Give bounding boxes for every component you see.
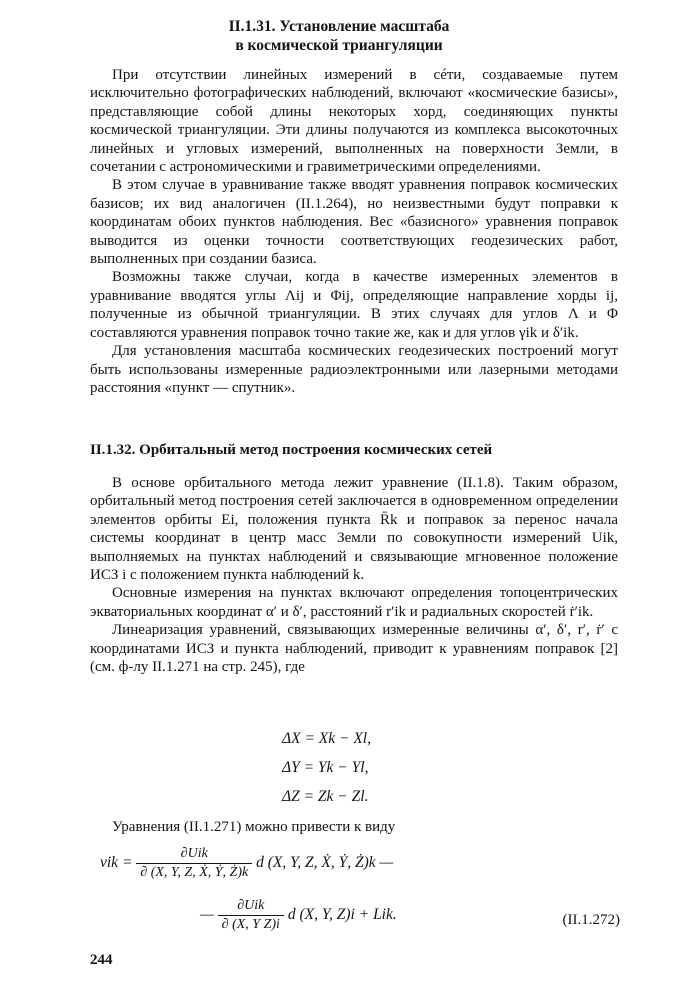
page-number: 244 [90,952,113,968]
formula-term: d (X, Y, Z)i + Lik. [287,906,397,924]
fraction [218,898,284,933]
fraction-numerator: ∂Uik [218,898,284,916]
section-title-line2: в космической триангуляции [235,37,443,54]
equation-number: (II.1.272) [562,912,620,928]
paragraph: В этом случае в уравнивание также вводят уравнения поправок космических базисов; их вид аналогичен (II.1.264), но неизвестными будут поправки к координатам обоих пунктов наблюдения. Вес «базисного» уравнения поправок выводится из оценки точности соответствующих геодезических работ, выполненных при создании базиса. [90,177,618,268]
paragraph: В основе орбитального метода лежит уравнение (II.1.8). Таким образом, орбитальный метод построения сетей заключается в одновременном определении элементов орбиты Ei, положения пункта R̄k и поправок за перенос начала системы координат в центр масс Земли по совокупности измерений Uik, выполняемых на пунктах наблюдений и связывающие мгновенное положение ИСЗ i с положением пункта наблюдений k. [90,475,618,584]
fraction-denominator: ∂ (X, Y, Z, Ẋ, Ẏ, Ż)k [140,865,249,880]
section-title-line1: II.1.31. Установление масштаба [228,18,450,35]
paragraph: Линеаризация уравнений, связывающих измеренные величины α′, δ′, r′, ṙ′ с координатами ИСЗ и пункта наблюдений, приводит к уравнениям поправок [2] (см. ф-лу II.1.271 на стр. 245), где [90,622,618,676]
section1-body [90,66,618,397]
fraction [136,846,252,881]
equation-dx: ΔX = Xk − Xl, [282,730,371,747]
formula-line2 [200,898,397,933]
equation-dz: ΔZ = Zk − Zl. [282,788,369,805]
section2-after-text [90,818,618,836]
formula-lhs: vik = [100,854,133,872]
paragraph: Возможны также случаи, когда в качестве измеренных элементов в уравнивание вводятся углы Λij и Φij, определяющие направление хорды ij, полученные из обычной триангуляции. В этих случаях для углов Λ и Φ составляются уравнения поправок точно такие же, как и для углов γik и δ′ik. [90,269,618,341]
paragraph: Для установления масштаба космических геодезических построений могут быть использованы измеренные радиоэлектронными или лазерными методами расстояния «пункт — спутник». [90,343,618,396]
fraction-denominator: ∂ (X, Y Z)i [221,917,280,932]
equation-dy: ΔY = Yk − Yl, [282,759,369,776]
formula-term: d (X, Y, Z, Ẋ, Ẏ, Ż)k — [256,854,394,872]
paragraph: При отсутствии линейных измерений в сéти, создаваемые путем исключительно фотографических наблюдений, включают «космические базисы», представляющие собой длины некоторых хорд, соединяющих пункты космической триангуляции. Эти длины получаются из комплекса высокоточных линейных и угловых измерений, выполненных на поверхности Земли, в сочетании с астрономическими и гравиметрическими определениями. [90,67,618,176]
paragraph: Уравнения (II.1.271) можно привести к виду [112,819,396,835]
paragraph: Основные измерения на пунктах включают определения топоцентрических экваториальных координат α′ и δ′, расстояний r′ik и радиальных скоростей ṙ′ik. [90,585,618,620]
fraction-numerator: ∂Uik [136,846,252,864]
formula-line1 [100,846,393,881]
formula-dash: — [200,906,218,924]
section2-title: II.1.32. Орбитальный метод построения космических сетей [90,442,493,458]
section2-body [90,474,618,676]
